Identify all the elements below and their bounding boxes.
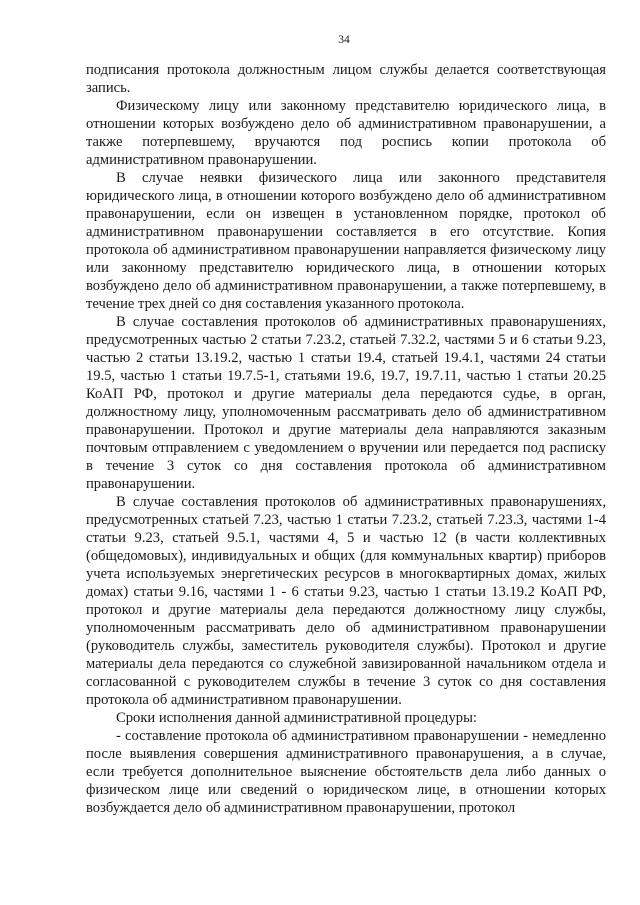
paragraph-continuation: подписания протокола должностным лицом службы делается соответствующая запись. [86,62,606,96]
paragraph-service-transfer: В случае составления протоколов об административных правонарушениях, предусмотренных статьей 7.23, частью 1 статьи 7.23.2, статьей 7.23.3, частями 1-4 статьи 9.23, статьей 9.5.1, частями 4, 5 и частью 12 (в части коллективных (общедомовых), индивидуальных и общих (для коммунальных квартир) приборов учета используемых энергетических ресурсов в многоквартирных домах, жилых домах) статьи 9.16, частями 1 - 6 статьи 9.23, частью 1 статьи 13.19.2 КоАП РФ, протокол и другие материалы дела передаются должностному лицу службы, уполномоченным рассматривать дело об административном правонарушении (руководитель службы, заместитель руководителя службы). Протокол и другие материалы дела передаются со служебной завизированной начальником отдела и согласованной с руководителем службы в течение 3 суток со дня составления протокола об административном правонарушении. [86,494,606,708]
paragraph-deadline-item: - составление протокола об административном правонарушении - немедленно после выявления совершения административного правонарушения, а в случае, если требуется дополнительное выяснение обстоятельств дела либо данных о физическом лице или сведений о юридическом лице, в отношении которых возбуждается дело об административном правонарушении, протокол [86,728,606,816]
paragraph-court-transfer: В случае составления протоколов об административных правонарушениях, предусмотренных частью 2 статьи 7.23.2, статьей 7.32.2, частями 5 и 6 статьи 9.23, частью 2 статьи 13.19.2, частью 1 статьи 19.4, статьей 19.4.1, частями 24 статьи 19.5, частью 1 статьи 19.7.5-1, статьями 19.6, 19.7, 19.7.11, частью 1 статьи 20.25 КоАП РФ, протокол и другие материалы дела передаются судье, в орган, должностному лицу, уполномоченным рассматривать дело об административном правонарушении. Протокол и другие материалы дела направляются заказным почтовым отправлением с уведомлением о вручении или передается под расписку в течение 3 суток со дня составления протокола об административном правонарушении. [86,314,606,492]
paragraph-copy-delivery: Физическому лицу или законному представителю юридического лица, в отношении которых возбуждено дело об административном правонарушении, а также потерпевшему, вручаются под роспись копии протокола об административном правонарушении. [86,98,606,168]
paragraph-absence: В случае неявки физического лица или законного представителя юридического лица, в отношении которого возбуждено дело об административном правонарушении, если он извещен в установленном порядке, протокол об административном правонарушении составляется в его отсутствие. Копия протокола об административном правонарушении направляется физическому лицу или законному представителю юридического лица, в отношении которых возбуждено дело об административном правонарушении, а также потерпевшему, в течение трех дней со дня составления указанного протокола. [86,170,606,312]
document-body [86,61,606,817]
page-number: 34 [338,34,350,46]
paragraph-deadlines-heading: Сроки исполнения данной административной процедуры: [116,710,477,726]
